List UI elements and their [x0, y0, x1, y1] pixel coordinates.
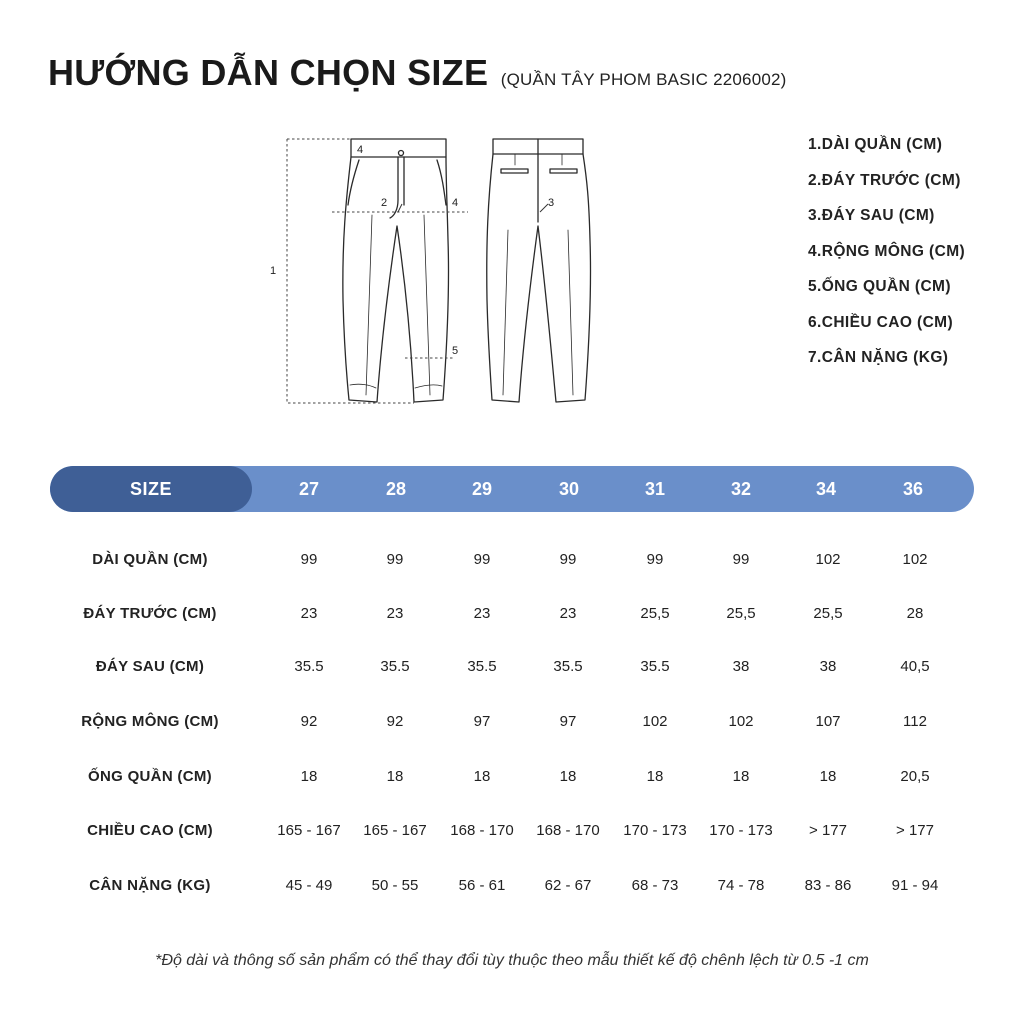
- table-cell: 20,5: [900, 768, 930, 785]
- table-cell: 25,5: [640, 605, 670, 622]
- table-cell: 83 - 86: [804, 877, 852, 894]
- table-cell: 18: [559, 768, 577, 785]
- size-header-cell: 28: [385, 479, 407, 499]
- table-cell: 23: [473, 605, 491, 622]
- table-cell: 23: [386, 605, 404, 622]
- row-label: CÂN NẶNG (KG): [89, 877, 211, 894]
- footnote: *Độ dài và thông số sản phẩm có thể thay đổi tùy thuộc theo mẫu thiết kế độ chênh lệch từ 0.5 -1 cm: [155, 952, 869, 969]
- table-cell: 92: [300, 713, 318, 730]
- table-row: [0, 599, 1024, 629]
- table-cell: 97: [559, 713, 577, 730]
- legend-item: 1.DÀI QUẦN (CM): [808, 136, 943, 153]
- table-cell: 102: [815, 551, 841, 568]
- table-cell: 99: [646, 551, 664, 568]
- table-cell: 102: [642, 713, 668, 730]
- table-cell: 18: [386, 768, 404, 785]
- table-cell: 25,5: [726, 605, 756, 622]
- table-cell: 45 - 49: [285, 877, 333, 894]
- table-cell: 165 - 167: [277, 822, 341, 839]
- legend-item: 7.CÂN NẶNG (KG): [808, 349, 949, 366]
- size-header-cell: 31: [644, 479, 666, 499]
- table-cell: 38: [732, 658, 750, 675]
- table-cell: 18: [819, 768, 837, 785]
- table-row: [0, 545, 1024, 575]
- table-cell: 62 - 67: [544, 877, 592, 894]
- table-cell: 68 - 73: [631, 877, 679, 894]
- diagram-label-1: 1: [270, 265, 277, 277]
- table-cell: 97: [473, 713, 491, 730]
- table-cell: 25,5: [813, 605, 843, 622]
- size-header-label: SIZE: [50, 466, 252, 512]
- table-cell: 91 - 94: [891, 877, 939, 894]
- row-label: ỐNG QUẦN (CM): [88, 768, 212, 785]
- table-cell: 18: [473, 768, 491, 785]
- table-cell: 35.5: [380, 658, 410, 675]
- table-cell: 99: [473, 551, 491, 568]
- table-row: [0, 707, 1024, 737]
- table-cell: > 177: [896, 822, 934, 839]
- table-cell: 40,5: [900, 658, 930, 675]
- size-header-cell: 27: [298, 479, 320, 499]
- table-row: [0, 652, 1024, 682]
- table-cell: 170 - 173: [623, 822, 687, 839]
- legend-item: 3.ĐÁY SAU (CM): [808, 207, 935, 224]
- table-row: [0, 762, 1024, 792]
- table-cell: 35.5: [294, 658, 324, 675]
- table-cell: 23: [300, 605, 318, 622]
- table-cell: > 177: [809, 822, 847, 839]
- table-cell: 112: [903, 713, 927, 730]
- table-cell: 50 - 55: [371, 877, 419, 894]
- size-header-cell: 30: [558, 479, 580, 499]
- pants-front-icon: [343, 139, 449, 402]
- table-cell: 74 - 78: [717, 877, 765, 894]
- legend-item: 6.CHIỀU CAO (CM): [808, 313, 954, 331]
- row-label: ĐÁY TRƯỚC (CM): [83, 605, 217, 622]
- row-label: DÀI QUẦN (CM): [92, 551, 208, 568]
- table-cell: 165 - 167: [363, 822, 427, 839]
- title-subtitle: (QUẦN TÂY PHOM BASIC 2206002): [500, 70, 787, 89]
- size-header-bar: [50, 466, 974, 512]
- table-cell: 38: [819, 658, 837, 675]
- table-cell: 28: [906, 605, 924, 622]
- table-cell: 18: [732, 768, 750, 785]
- diagram-label-2: 2: [381, 197, 388, 209]
- table-cell: 99: [300, 551, 318, 568]
- size-header-cell: 29: [471, 479, 493, 499]
- table-cell: 23: [559, 605, 577, 622]
- pants-diagram: [260, 128, 620, 418]
- table-row: [0, 871, 1024, 901]
- size-header-cell: 36: [902, 479, 924, 499]
- table-cell: 99: [732, 551, 750, 568]
- table-cell: 35.5: [640, 658, 670, 675]
- row-label: RỘNG MÔNG (CM): [81, 713, 219, 730]
- table-cell: 168 - 170: [450, 822, 514, 839]
- legend-item: 5.ỐNG QUẦN (CM): [808, 278, 951, 295]
- title-main: HƯỚNG DẪN CHỌN SIZE: [48, 52, 489, 93]
- table-cell: 102: [902, 551, 928, 568]
- table-cell: 35.5: [467, 658, 497, 675]
- pants-back-icon: [487, 139, 591, 402]
- table-cell: 18: [646, 768, 664, 785]
- measurement-legend: [808, 132, 1018, 381]
- size-header-cell: 32: [730, 479, 752, 499]
- table-cell: 35.5: [553, 658, 583, 675]
- diagram-label-4: 4: [452, 197, 459, 209]
- table-cell: 92: [386, 713, 404, 730]
- diagram-label-3: 3: [548, 197, 555, 209]
- diagram-label-5: 5: [452, 345, 459, 357]
- table-cell: 99: [559, 551, 577, 568]
- table-cell: 102: [728, 713, 754, 730]
- row-label: ĐÁY SAU (CM): [95, 658, 205, 675]
- table-cell: 168 - 170: [536, 822, 600, 839]
- size-header-cell: 34: [815, 479, 837, 499]
- legend-item: 2.ĐÁY TRƯỚC (CM): [808, 171, 961, 189]
- table-cell: 107: [815, 713, 841, 730]
- legend-item: 4.RỘNG MÔNG (CM): [808, 242, 966, 260]
- table-cell: 56 - 61: [458, 877, 506, 894]
- page-title: [48, 52, 787, 94]
- table-cell: 18: [300, 768, 318, 785]
- row-label: CHIỀU CAO (CM): [87, 822, 213, 839]
- table-row: [0, 816, 1024, 846]
- table-cell: 170 - 173: [709, 822, 773, 839]
- table-cell: 99: [386, 551, 404, 568]
- diagram-label-4-waist: 4: [357, 144, 364, 156]
